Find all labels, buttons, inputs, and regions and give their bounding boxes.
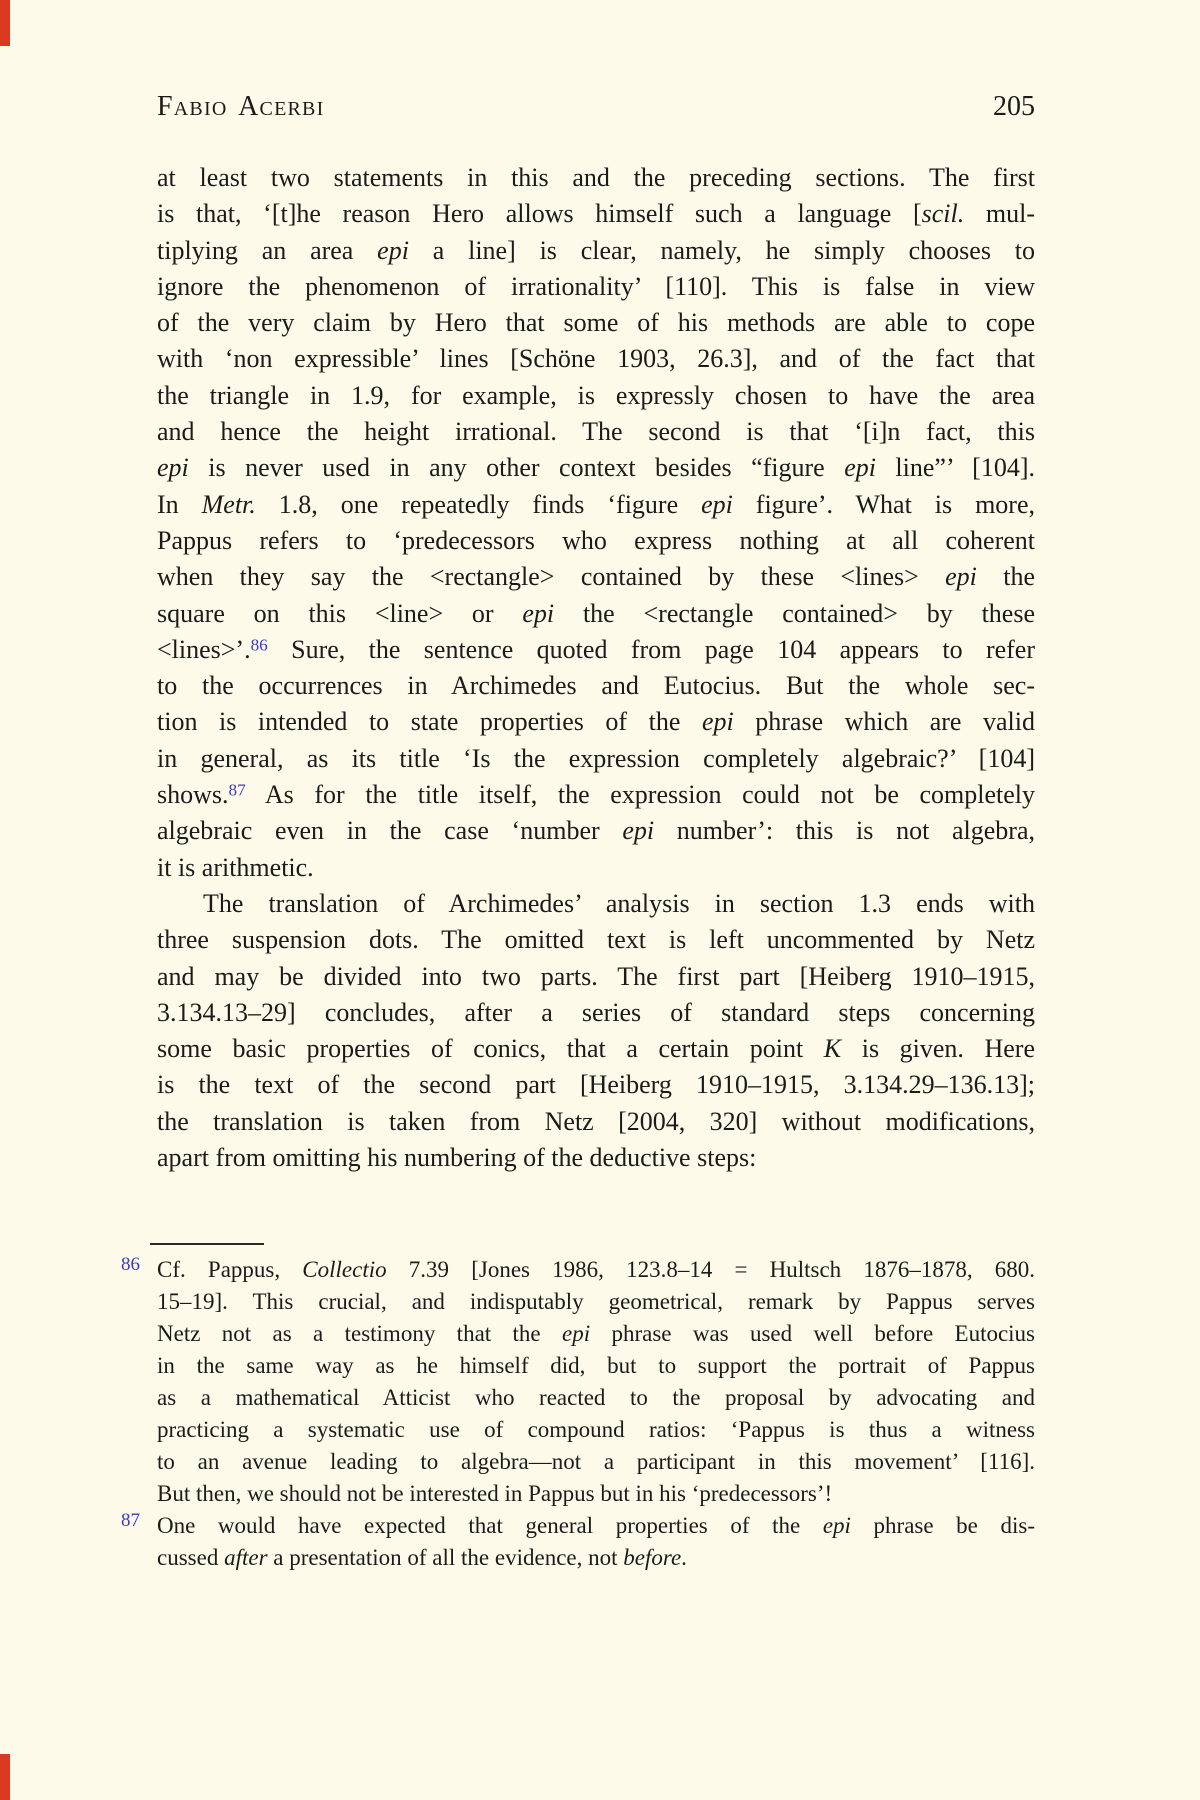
text-line: One would have expected that general properties of the epi phrase be dis-: [157, 1513, 1035, 1538]
italic-term: K: [823, 1034, 842, 1064]
footnote-ref-link[interactable]: 87: [228, 780, 246, 800]
text-line: tiplying an area epi a line] is clear, namely, he simply chooses to: [157, 235, 1035, 265]
text-line: <lines>’.$^{86}$ Sure, the sentence quoted from page 104 appears to refer: [157, 634, 1035, 664]
footnotes-section: [121, 1254, 1036, 1574]
italic-term: epi: [844, 453, 876, 483]
footnote-marker-86[interactable]: 86: [121, 1254, 140, 1275]
italic-term: scil.: [921, 199, 965, 229]
text-line: and hence the height irrational. The second is that ‘[i]n fact, this: [157, 417, 1035, 447]
italic-term: epi: [377, 235, 409, 265]
text-line: in the same way as he himself did, but to support the portrait of Pappus: [157, 1353, 1035, 1378]
italic-term: before: [623, 1545, 682, 1570]
text-line: square on this <line> or epi the <rectangle contained> by these: [157, 598, 1035, 628]
text-line: shows.$^{87}$ As for the title itself, the expression could not be completely: [157, 780, 1035, 810]
text-line: apart from omitting his numbering of the deductive steps:: [157, 1143, 757, 1173]
text-line: Cf. Pappus, Collectio 7.39 [Jones 1986, 123.8–14 = Hultsch 1876–1878, 680.: [157, 1257, 1036, 1282]
footnote-86-text: [157, 1254, 1035, 1510]
italic-term: Metr.: [201, 489, 256, 519]
italic-term: epi: [561, 1321, 591, 1346]
italic-term: after: [224, 1545, 268, 1570]
text-line: tion is intended to state properties of the epi phrase which are valid: [157, 707, 1036, 737]
text-line: ignore the phenomenon of irrationality’ [110]. This is false in view: [157, 271, 1035, 301]
text-line: to the occurrences in Archimedes and Eutocius. But the whole sec-: [157, 671, 1035, 701]
text-line: In Metr. 1.8, one repeatedly finds ‘figure epi figure’. What is more,: [157, 489, 1035, 519]
text-line: practicing a systematic use of compound ratios: ‘Pappus is thus a witness: [157, 1417, 1035, 1442]
italic-term: Collectio: [302, 1257, 387, 1282]
text-line: is the text of the second part [Heiberg 1910–1915, 3.134.29–136.13];: [157, 1070, 1035, 1100]
text-line: of the very claim by Hero that some of his methods are able to cope: [157, 308, 1035, 338]
text-line: some basic properties of conics, that a certain point K is given. Here: [157, 1034, 1036, 1064]
text-line: at least two statements in this and the preceding sections. The first: [157, 163, 1035, 192]
paragraph-1: [157, 160, 1035, 886]
text-line: 3.134.13–29] concludes, after a series of standard steps concerning: [157, 997, 1035, 1027]
text-line: But then, we should not be interested in Pappus but in his ‘predecessors’!: [157, 1481, 833, 1506]
text-line: and may be divided into two parts. The first part [Heiberg 1910–1915,: [157, 961, 1035, 991]
text-line: epi is never used in any other context besides “figure epi line”’ [104].: [157, 453, 1035, 483]
author-name: Fabio Acerbi: [157, 91, 325, 122]
footnote-86: [121, 1254, 1036, 1510]
text-line: to an avenue leading to algebra—not a participant in this movement’ [116].: [157, 1449, 1035, 1474]
text-line: The translation of Archimedes’ analysis in section 1.3 ends with: [203, 888, 1035, 918]
footnote-87-text: [157, 1510, 1035, 1574]
text-line: as a mathematical Atticist who reacted to the proposal by advocating and: [157, 1385, 1035, 1410]
text-line: 15–19]. This crucial, and indisputably geometrical, remark by Pappus serves: [157, 1289, 1035, 1314]
italic-term: epi: [622, 816, 655, 846]
text-line: cussed after a presentation of all the evidence, not before.: [157, 1545, 687, 1570]
italic-term: epi: [522, 598, 555, 628]
italic-term: epi: [701, 489, 733, 519]
text-line: Netz not as a testimony that the epi phrase was used well before Eutocius: [157, 1321, 1036, 1346]
text-line: the triangle in 1.9, for example, is expressly chosen to have the area: [157, 380, 1035, 410]
scan-edge-red-mark-bottom: [0, 1754, 10, 1800]
italic-term: epi: [822, 1513, 851, 1538]
footnote-87: [121, 1510, 1035, 1574]
text-line: it is arithmetic.: [157, 852, 314, 882]
footnote-marker-87[interactable]: 87: [121, 1510, 140, 1531]
running-header: [157, 90, 1035, 124]
body-text: [157, 160, 1035, 1176]
text-line: the translation is taken from Netz [2004, 320] without modifications,: [157, 1106, 1035, 1136]
text-line: is that, ‘[t]he reason Hero allows himself such a language [scil. mul-: [157, 199, 1036, 229]
text-line: three suspension dots. The omitted text is left uncommented by Netz: [157, 925, 1035, 955]
text-line: Pappus refers to ‘predecessors who express nothing at all coherent: [157, 525, 1035, 555]
text-line: in general, as its title ‘Is the expression completely algebraic?’ [104]: [157, 743, 1035, 773]
footnote-rule: [150, 1243, 264, 1245]
footnote-ref-link[interactable]: 86: [250, 635, 268, 655]
scan-edge-red-mark-top: [0, 0, 10, 46]
text-line: algebraic even in the case ‘number epi number’: this is not algebra,: [157, 816, 1035, 846]
text-line: when they say the <rectangle> contained by these <lines> epi the: [157, 562, 1035, 592]
italic-term: epi: [701, 707, 734, 737]
paragraph-2: [157, 886, 1035, 1176]
italic-term: epi: [157, 453, 189, 483]
italic-term: epi: [945, 562, 977, 592]
page-number: 205: [993, 91, 1035, 122]
text-line: with ‘non expressible’ lines [Schöne 1903, 26.3], and of the fact that: [157, 344, 1035, 374]
